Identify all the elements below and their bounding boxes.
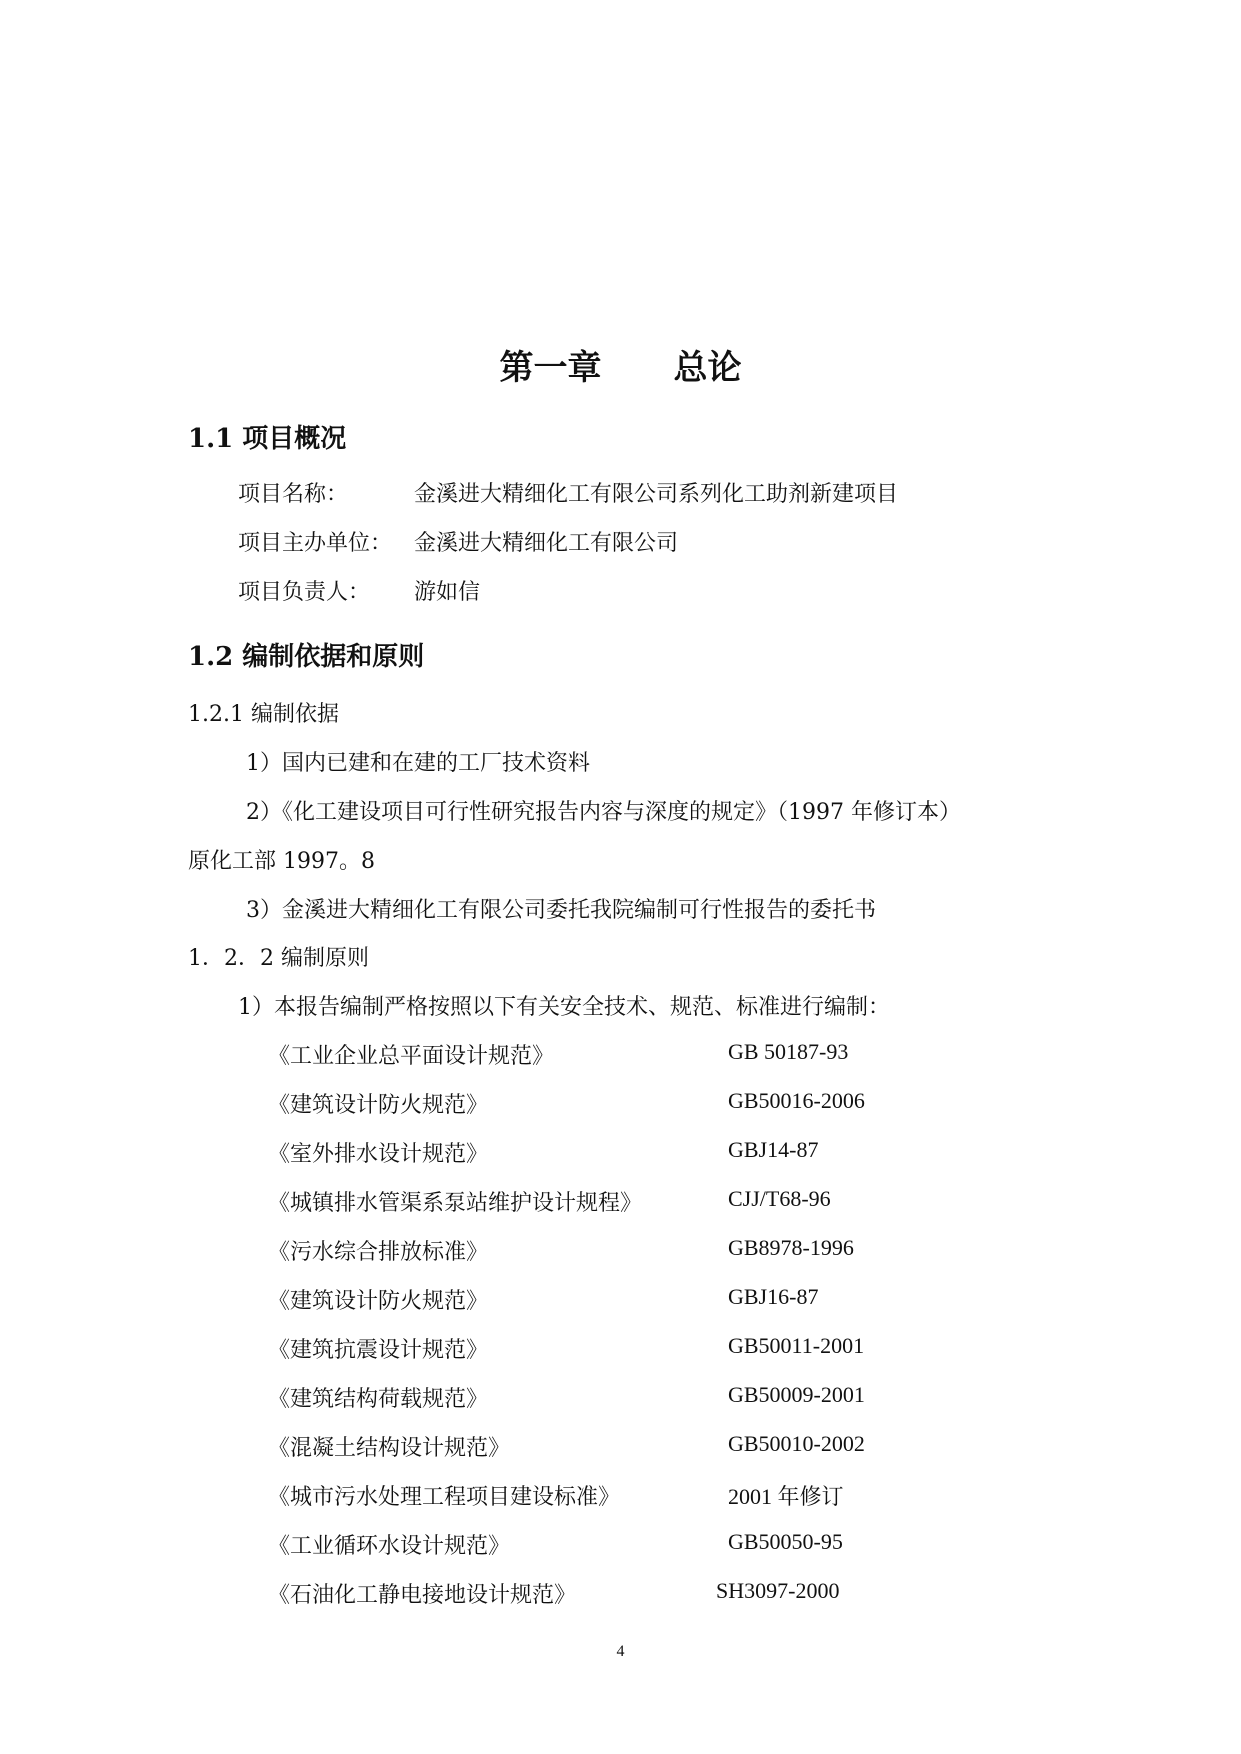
standard-name: 《石油化工静电接地设计规范》 — [268, 1583, 577, 1608]
standard-code: GB50016-2006 — [728, 1088, 865, 1113]
subsection-heading-1-2-2: 1．2．2 编制原则 — [188, 946, 369, 971]
section-heading-1-1: 1.1 项目概况 — [188, 424, 347, 454]
standard-name: 《城镇排水管渠系泵站维护设计规程》 — [268, 1191, 643, 1216]
project-sponsor-value: 金溪进大精细化工有限公司 — [414, 531, 679, 556]
project-leader-row — [238, 575, 480, 606]
basis-item: 3）金溪进大精细化工有限公司委托我院编制可行性报告的委托书 — [246, 898, 876, 923]
standard-code: GB8978-1996 — [728, 1235, 854, 1260]
basis-item: 2）《化工建设项目可行性研究报告内容与深度的规定》（1997 年修订本） — [246, 800, 961, 825]
standard-name: 《混凝土结构设计规范》 — [268, 1436, 511, 1461]
standard-name: 《建筑结构荷载规范》 — [268, 1387, 489, 1412]
project-sponsor-row — [238, 526, 678, 557]
standard-code: SH3097-2000 — [716, 1578, 840, 1603]
standard-name: 《污水综合排放标准》 — [268, 1240, 489, 1265]
subsection-heading-1-2-1: 1.2.1 编制依据 — [188, 702, 339, 727]
principle-intro: 1）本报告编制严格按照以下有关安全技术、规范、标准进行编制： — [238, 995, 890, 1020]
project-name-row — [238, 477, 898, 508]
standard-name: 《建筑抗震设计规范》 — [268, 1338, 489, 1363]
standard-code: GBJ14-87 — [728, 1137, 819, 1162]
chapter-number: 第一章 — [499, 348, 602, 388]
project-leader-value: 游如信 — [414, 580, 481, 605]
chapter-title — [0, 340, 1241, 389]
standard-code: GB50010-2002 — [728, 1431, 865, 1456]
section-heading-1-2: 1.2 编制依据和原则 — [188, 642, 425, 672]
standard-code: 2001 年修订 — [728, 1484, 844, 1509]
standard-name: 《室外排水设计规范》 — [268, 1142, 489, 1167]
standard-code: GB50011-2001 — [728, 1333, 865, 1358]
standard-code: GB50050-95 — [728, 1529, 843, 1554]
standard-name: 《工业企业总平面设计规范》 — [268, 1044, 555, 1069]
chapter-name: 总论 — [673, 348, 742, 388]
page-number: 4 — [616, 1643, 625, 1660]
basis-item-continuation: 原化工部 1997。8 — [188, 849, 375, 874]
project-leader-label: 项目负责人： — [238, 580, 371, 605]
standard-code: GB50009-2001 — [728, 1382, 865, 1407]
standard-code: CJJ/T68-96 — [728, 1186, 831, 1211]
standard-code: GBJ16-87 — [728, 1284, 819, 1309]
basis-item: 1）国内已建和在建的工厂技术资料 — [246, 751, 590, 776]
standard-name: 《城市污水处理工程项目建设标准》 — [268, 1485, 621, 1510]
project-name-label: 项目名称： — [238, 482, 349, 507]
project-name-value: 金溪进大精细化工有限公司系列化工助剂新建项目 — [414, 482, 899, 507]
standard-name: 《建筑设计防火规范》 — [268, 1093, 489, 1118]
standard-code: GB 50187-93 — [728, 1039, 849, 1064]
standard-name: 《建筑设计防火规范》 — [268, 1289, 489, 1314]
standard-name: 《工业循环水设计规范》 — [268, 1534, 511, 1559]
project-sponsor-label: 项目主办单位： — [238, 531, 393, 556]
